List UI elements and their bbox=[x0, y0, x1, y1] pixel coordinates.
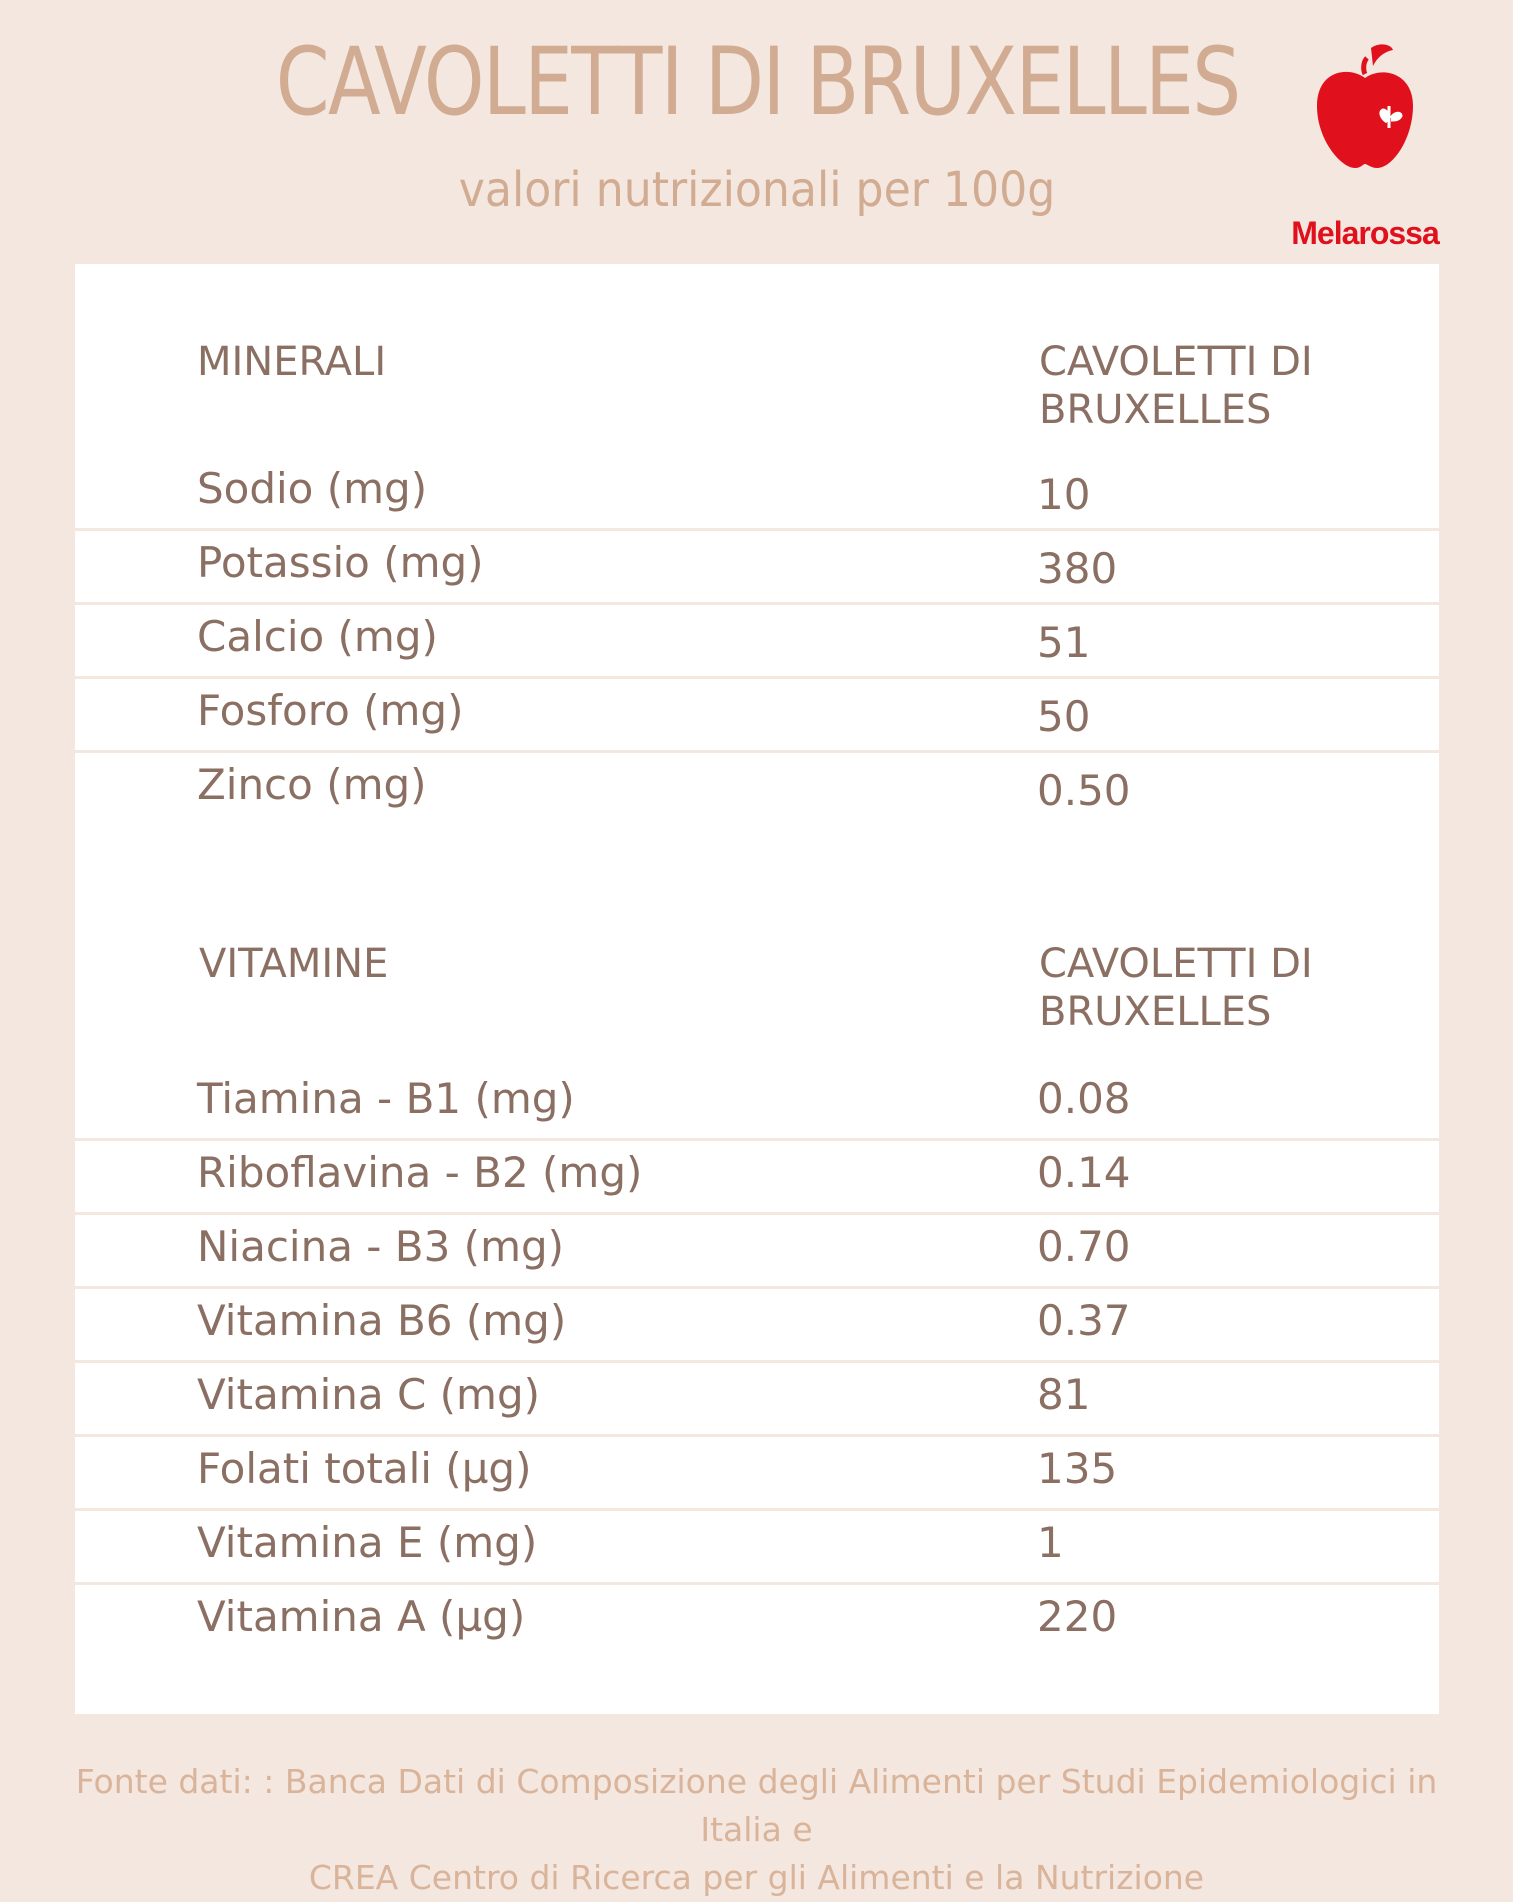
brand-name: Melarossa bbox=[1291, 215, 1439, 251]
minerali-heading: MINERALI bbox=[197, 339, 387, 385]
minerali-header-row bbox=[75, 338, 1439, 448]
row-label: Vitamina B6 (mg) bbox=[197, 1296, 567, 1345]
row-label: Calcio (mg) bbox=[197, 612, 438, 661]
row-value: 10 bbox=[1037, 470, 1091, 519]
table-row bbox=[75, 1508, 1439, 1585]
row-label: Tiamina - B1 (mg) bbox=[197, 1074, 575, 1123]
row-value: 0.50 bbox=[1037, 766, 1131, 815]
nutrition-table bbox=[75, 264, 1439, 1714]
page-subtitle: valori nutrizionali per 100g bbox=[458, 162, 1056, 218]
minerali-column-header bbox=[1039, 338, 1419, 434]
row-value: 380 bbox=[1037, 544, 1118, 593]
source-note bbox=[40, 1758, 1473, 1902]
row-value: 51 bbox=[1037, 618, 1091, 667]
apple-icon bbox=[1313, 40, 1417, 172]
table-row bbox=[75, 1286, 1439, 1363]
row-value: 0.37 bbox=[1037, 1296, 1131, 1345]
row-label: Riboflavina - B2 (mg) bbox=[197, 1148, 643, 1197]
row-value: 0.14 bbox=[1037, 1148, 1131, 1197]
column-header-line: CAVOLETTI DI bbox=[1039, 941, 1313, 987]
table-row bbox=[75, 1064, 1439, 1141]
table-row bbox=[75, 1582, 1439, 1656]
row-label: Vitamina E (mg) bbox=[197, 1518, 538, 1567]
vitamine-header-row bbox=[75, 940, 1439, 1050]
table-row bbox=[75, 1138, 1439, 1215]
row-label: Fosforo (mg) bbox=[197, 686, 464, 735]
source-line: CREA Centro di Ricerca per gli Alimenti e la Nutrizione bbox=[308, 1858, 1205, 1897]
source-line: Fonte dati: : Banca Dati di Composizione degli Alimenti per Studi Epidemiologici in Italia e bbox=[75, 1762, 1438, 1849]
row-value: 135 bbox=[1037, 1444, 1118, 1493]
row-label: Zinco (mg) bbox=[197, 760, 427, 809]
table-row bbox=[75, 676, 1439, 753]
table-row bbox=[75, 1434, 1439, 1511]
column-header-line: BRUXELLES bbox=[1039, 387, 1272, 433]
column-header-line: CAVOLETTI DI bbox=[1039, 339, 1313, 385]
row-label: Sodio (mg) bbox=[197, 464, 428, 513]
row-value: 50 bbox=[1037, 692, 1091, 741]
row-label: Vitamina C (mg) bbox=[197, 1370, 540, 1419]
table-row bbox=[75, 528, 1439, 605]
row-label: Potassio (mg) bbox=[197, 538, 484, 587]
page-title: CAVOLETTI DI BRUXELLES bbox=[275, 28, 1240, 137]
vitamine-heading: VITAMINE bbox=[199, 941, 389, 987]
row-value: 1 bbox=[1037, 1518, 1064, 1567]
row-label: Vitamina A (µg) bbox=[197, 1592, 526, 1641]
row-value: 81 bbox=[1037, 1370, 1091, 1419]
row-label: Folati totali (µg) bbox=[197, 1444, 532, 1493]
table-row bbox=[75, 602, 1439, 679]
table-row bbox=[75, 454, 1439, 531]
brand-logo bbox=[1285, 40, 1445, 251]
column-header-line: BRUXELLES bbox=[1039, 989, 1272, 1035]
row-value: 0.08 bbox=[1037, 1074, 1131, 1123]
row-label: Niacina - B3 (mg) bbox=[197, 1222, 565, 1271]
row-value: 0.70 bbox=[1037, 1222, 1131, 1271]
vitamine-column-header bbox=[1039, 940, 1419, 1036]
table-row bbox=[75, 750, 1439, 824]
table-row bbox=[75, 1212, 1439, 1289]
row-value: 220 bbox=[1037, 1592, 1118, 1641]
table-row bbox=[75, 1360, 1439, 1437]
